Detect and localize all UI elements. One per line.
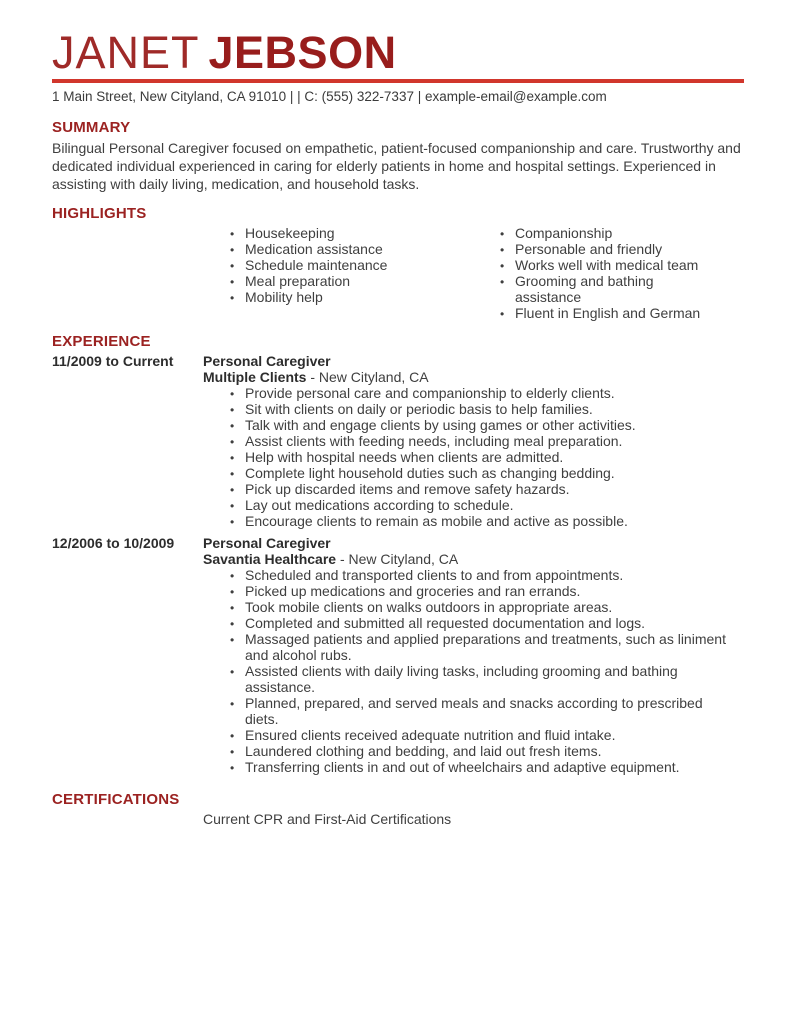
job-dates: 11/2009 to Current [52,353,174,369]
job-duty: • Planned, prepared, and served meals and snacks according to prescribed diets. [228,695,733,727]
job-duty: • Sit with clients on daily or periodic basis to help families. [228,401,733,417]
job-dates: 12/2006 to 10/2009 [52,535,175,551]
job-location: - New Cityland, CA [336,551,459,567]
job-duty: • Provide personal care and companionship to elderly clients. [228,385,733,401]
certifications-text: Current CPR and First-Aid Certifications [203,811,452,827]
highlights-columns [52,225,744,321]
job-duty: • Ensured clients received adequate nutrition and fluid intake. [228,727,733,743]
highlight-item: • Mobility help [228,289,478,305]
job-duty: • Laundered clothing and bedding, and laid out fresh items. [228,743,733,759]
header-divider-rule [52,79,744,83]
job-title: Personal Caregiver [203,353,331,369]
job-details [203,535,744,775]
candidate-first-name: JANET [52,27,200,78]
experience-section [52,334,744,775]
job-employer: Savantia Healthcare [203,551,337,567]
job-entry-2 [52,535,744,775]
job-duty: • Pick up discarded items and remove safety hazards. [228,481,733,497]
job-employer: Multiple Clients [203,369,307,385]
contact-line: 1 Main Street, New Cityland, CA 91010 | | C: (555) 322-7337 | example-email@example.com [52,89,607,104]
highlight-item: • Grooming and bathing assistance [498,273,703,305]
job-duty: • Talk with and engage clients by using games or other activities. [228,417,733,433]
job-duty-list [228,567,733,775]
job-duty: • Assisted clients with daily living tasks, including grooming and bathing assistance. [228,663,733,695]
highlight-item: • Housekeeping [228,225,478,241]
job-duty: • Complete light household duties such as changing bedding. [228,465,733,481]
job-duty: • Completed and submitted all requested documentation and logs. [228,615,733,631]
candidate-name [52,27,744,78]
highlight-item: • Companionship [498,225,703,241]
highlights-right-column [498,225,703,321]
highlights-heading: HIGHLIGHTS [52,205,147,222]
candidate-last-name: JEBSON [208,27,397,78]
highlight-item: • Works well with medical team [498,257,703,273]
job-duty: • Picked up medications and groceries and ran errands. [228,583,733,599]
highlights-section [52,206,744,321]
highlight-item: • Meal preparation [228,273,478,289]
highlight-item: • Schedule maintenance [228,257,478,273]
resume-header [52,27,744,105]
job-employer-line [203,369,744,385]
job-duty: • Assist clients with feeding needs, including meal preparation. [228,433,733,449]
job-duty: • Scheduled and transported clients to and from appointments. [228,567,733,583]
job-duty: • Massaged patients and applied preparations and treatments, such as liniment and alcohol rubs. [228,631,733,663]
highlights-left-column [228,225,478,321]
job-duty-list [228,385,733,529]
experience-heading: EXPERIENCE [52,333,151,350]
certifications-section [52,792,744,828]
summary-heading: SUMMARY [52,119,131,136]
job-employer-line [203,551,744,567]
highlight-item: • Medication assistance [228,241,478,257]
job-entry-1 [52,353,744,529]
job-duty: • Lay out medications according to schedule. [228,497,733,513]
job-duty: • Took mobile clients on walks outdoors in appropriate areas. [228,599,733,615]
job-duty: • Help with hospital needs when clients are admitted. [228,449,733,465]
summary-text: Bilingual Personal Caregiver focused on empathetic, patient-focused companionship and care. Trustworthy and dedicated individual experienced in caring for elderly patients in home and hospital settings. Experienced in assisting with daily living, medication, and household tasks. [52,140,741,192]
job-details [203,353,744,529]
job-duty: • Encourage clients to remain as mobile and active as possible. [228,513,733,529]
summary-section [52,120,744,193]
highlight-item: • Fluent in English and German [498,305,703,321]
certifications-heading: CERTIFICATIONS [52,791,180,808]
highlight-item: • Personable and friendly [498,241,703,257]
job-title: Personal Caregiver [203,535,331,551]
job-location: - New Cityland, CA [306,369,429,385]
job-duty: • Transferring clients in and out of wheelchairs and adaptive equipment. [228,759,733,775]
